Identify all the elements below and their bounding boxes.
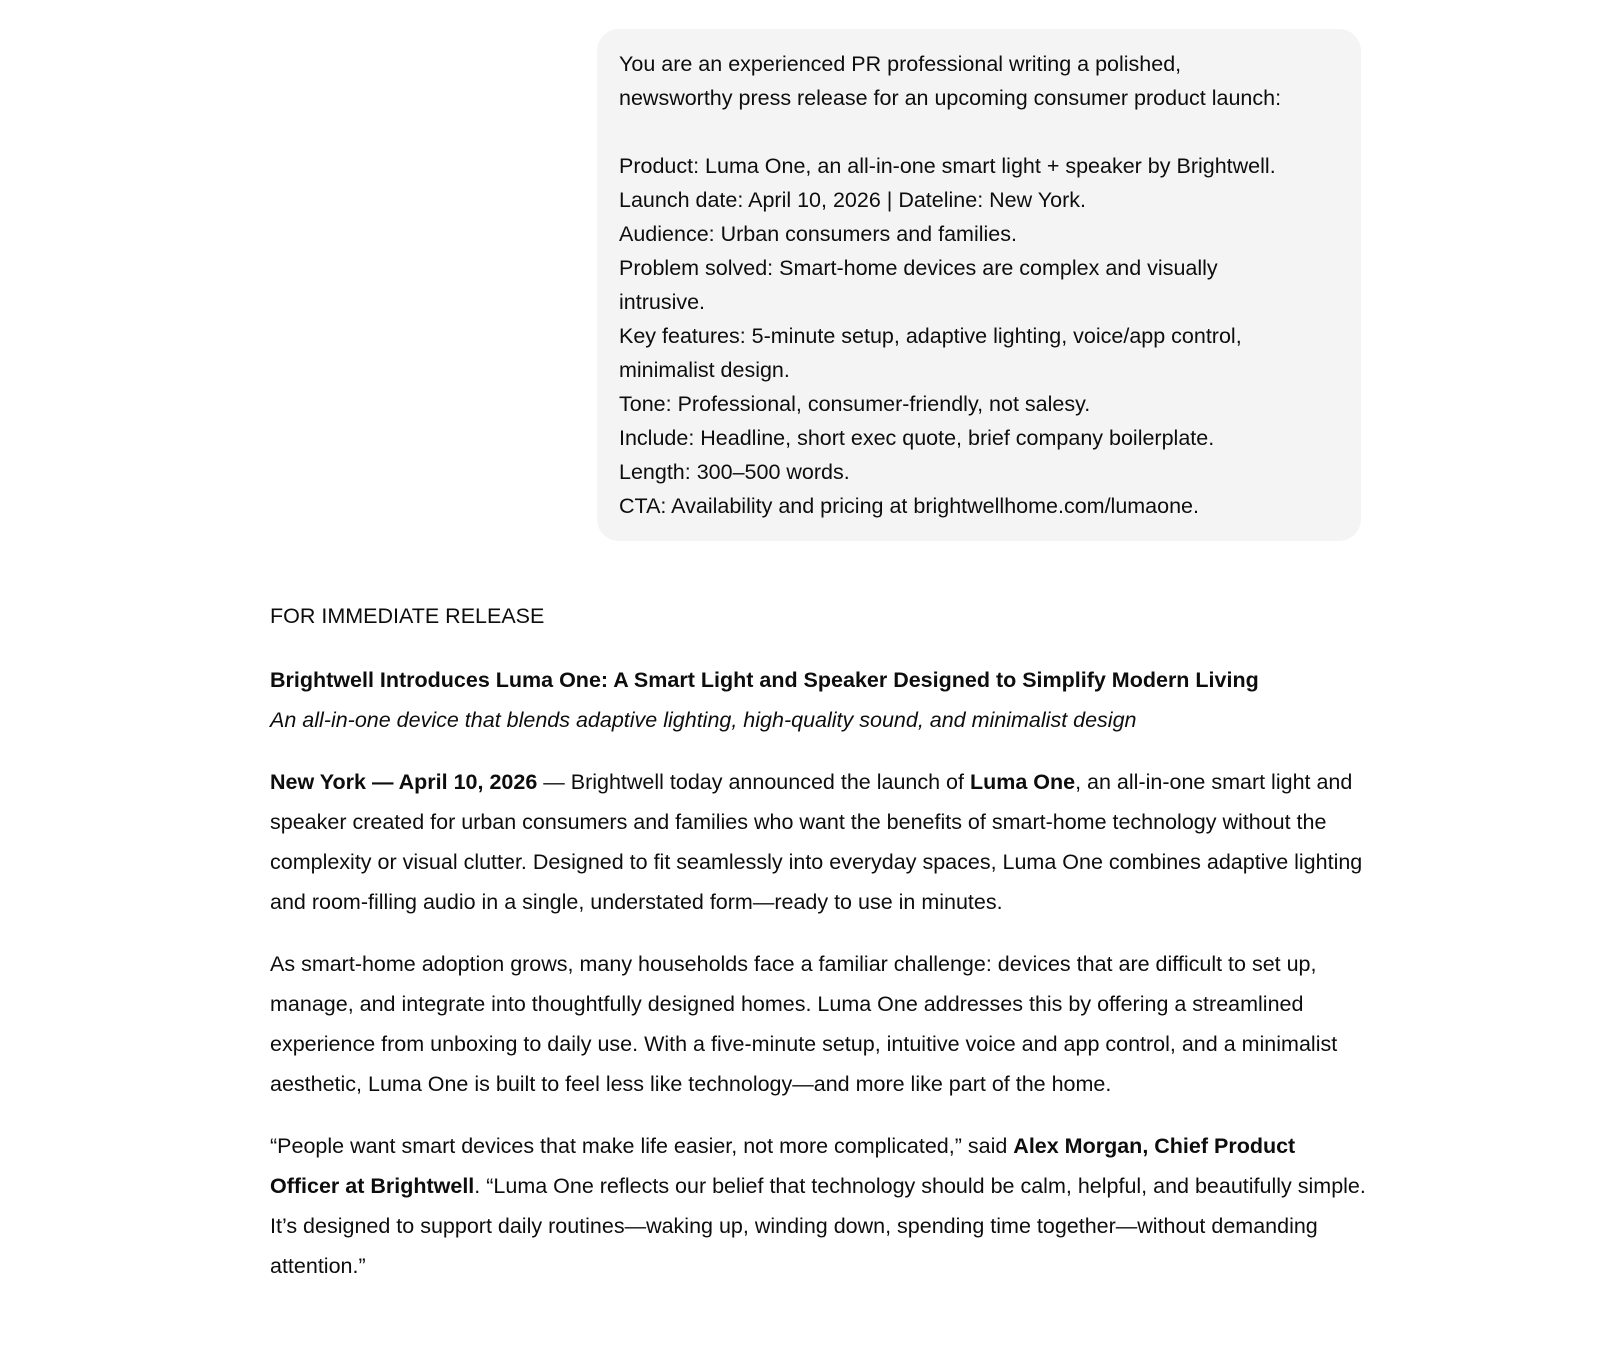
user-message-line: Audience: Urban consumers and families. [619, 222, 1017, 246]
user-message-bubble [597, 29, 1361, 541]
quote-text: . “Luma One reflects our belief that technology should be calm, helpful, and beautifully simple. It’s designed to support daily routines—waking up, winding down, spending time together—without demanding attention.” [270, 1174, 1366, 1278]
user-message-line: You are an experienced PR professional writing a polished, [619, 52, 1182, 76]
user-message-line: minimalist design. [619, 358, 790, 382]
paragraph-quote [270, 1126, 1370, 1286]
user-message-line: Product: Luma One, an all-in-one smart light + speaker by Brightwell. [619, 154, 1276, 178]
user-message-line: Key features: 5-minute setup, adaptive lighting, voice/app control, [619, 324, 1242, 348]
user-message-line: Include: Headline, short exec quote, brief company boilerplate. [619, 426, 1215, 450]
user-message-blank-line [619, 115, 1337, 149]
user-message-line: Length: 300–500 words. [619, 460, 850, 484]
user-message-line: Tone: Professional, consumer-friendly, not salesy. [619, 392, 1091, 416]
press-release-headline: Brightwell Introduces Luma One: A Smart Light and Speaker Designed to Simplify Modern Living [270, 668, 1259, 692]
release-tag: FOR IMMEDIATE RELEASE [270, 604, 545, 628]
user-message-line: Problem solved: Smart-home devices are complex and visually [619, 256, 1218, 280]
paragraph-intro [270, 762, 1370, 922]
user-message-line: intrusive. [619, 290, 706, 314]
paragraph-problem: As smart-home adoption grows, many households face a familiar challenge: devices that are difficult to set up, manage, and integrate into thoughtfully designed homes. Luma One addresses this by offering a streamlined experience from unboxing to daily use. With a five-minute setup, intuitive voice and app control, and a minimalist aesthetic, Luma One is built to feel less like technology—and more like part of the home. [270, 952, 1338, 1096]
user-message-line: CTA: Availability and pricing at brightwellhome.com/lumaone. [619, 494, 1199, 518]
dateline: New York — April 10, 2026 [270, 770, 538, 794]
product-name: Luma One [969, 770, 1076, 794]
user-message-line: Launch date: April 10, 2026 | Dateline: New York. [619, 188, 1086, 212]
user-message-line: newsworthy press release for an upcoming consumer product launch: [619, 86, 1282, 110]
press-release-subhead: An all-in-one device that blends adaptive lighting, high-quality sound, and minimalist design [270, 708, 1137, 732]
assistant-response [270, 598, 1370, 1308]
quote-speaker: Alex Morgan, Chief Product Officer at Brightwell [270, 1134, 1296, 1198]
paragraph-text: — Brightwell today announced the launch of [537, 770, 970, 794]
paragraph-text: , an all-in-one smart light and speaker created for urban consumers and families who want the benefits of smart-home technology without the complexity or visual clutter. Designed to fit seamlessly into everyday spaces, Luma One combines adaptive lighting and room-filling audio in a single, understated form—ready to use in minutes. [270, 770, 1363, 914]
quote-text: “People want smart devices that make life easier, not more complicated,” said [270, 1134, 1014, 1158]
